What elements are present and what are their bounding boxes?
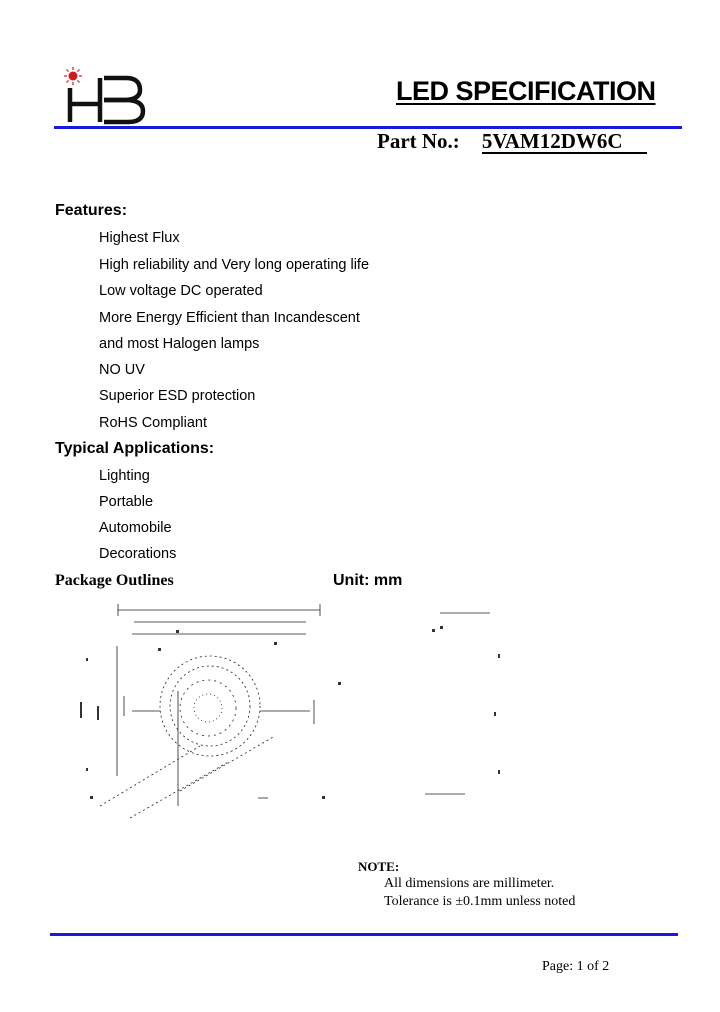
package-outline-drawing (60, 596, 520, 836)
document-title: LED SPECIFICATION (396, 76, 656, 106)
feature-item: More Energy Efficient than Incandescent (99, 310, 360, 326)
logo-sunburst-icon (64, 67, 82, 85)
part-number-line (377, 129, 647, 154)
unit-label: Unit: mm (333, 572, 403, 589)
note-line: Tolerance is ±0.1mm unless noted (384, 894, 576, 909)
part-number-value: 5VAM12DW6C (482, 130, 647, 154)
feature-item: Low voltage DC operated (99, 283, 263, 299)
footer-divider (50, 933, 678, 936)
application-item: Portable (99, 494, 154, 510)
part-number-label: Part No.: (377, 129, 460, 153)
application-item: Decorations (99, 546, 177, 562)
logo-letters (70, 78, 143, 122)
features-heading: Features: (55, 202, 128, 219)
feature-item: NO UV (99, 362, 145, 378)
company-logo (60, 66, 150, 126)
feature-item: High reliability and Very long operating life (99, 257, 370, 273)
note-title: NOTE: (358, 859, 400, 874)
feature-item: RoHS Compliant (99, 415, 207, 431)
applications-heading: Typical Applications: (55, 440, 215, 457)
feature-item: Highest Flux (99, 230, 180, 246)
package-outlines-heading: Package Outlines (55, 572, 174, 589)
feature-item: Superior ESD protection (99, 388, 256, 404)
application-item: Automobile (99, 520, 172, 536)
note-line: All dimensions are millimeter. (384, 876, 555, 891)
page-number: Page: 1 of 2 (542, 959, 610, 974)
feature-item: and most Halogen lamps (99, 336, 260, 352)
application-item: Lighting (99, 468, 150, 484)
